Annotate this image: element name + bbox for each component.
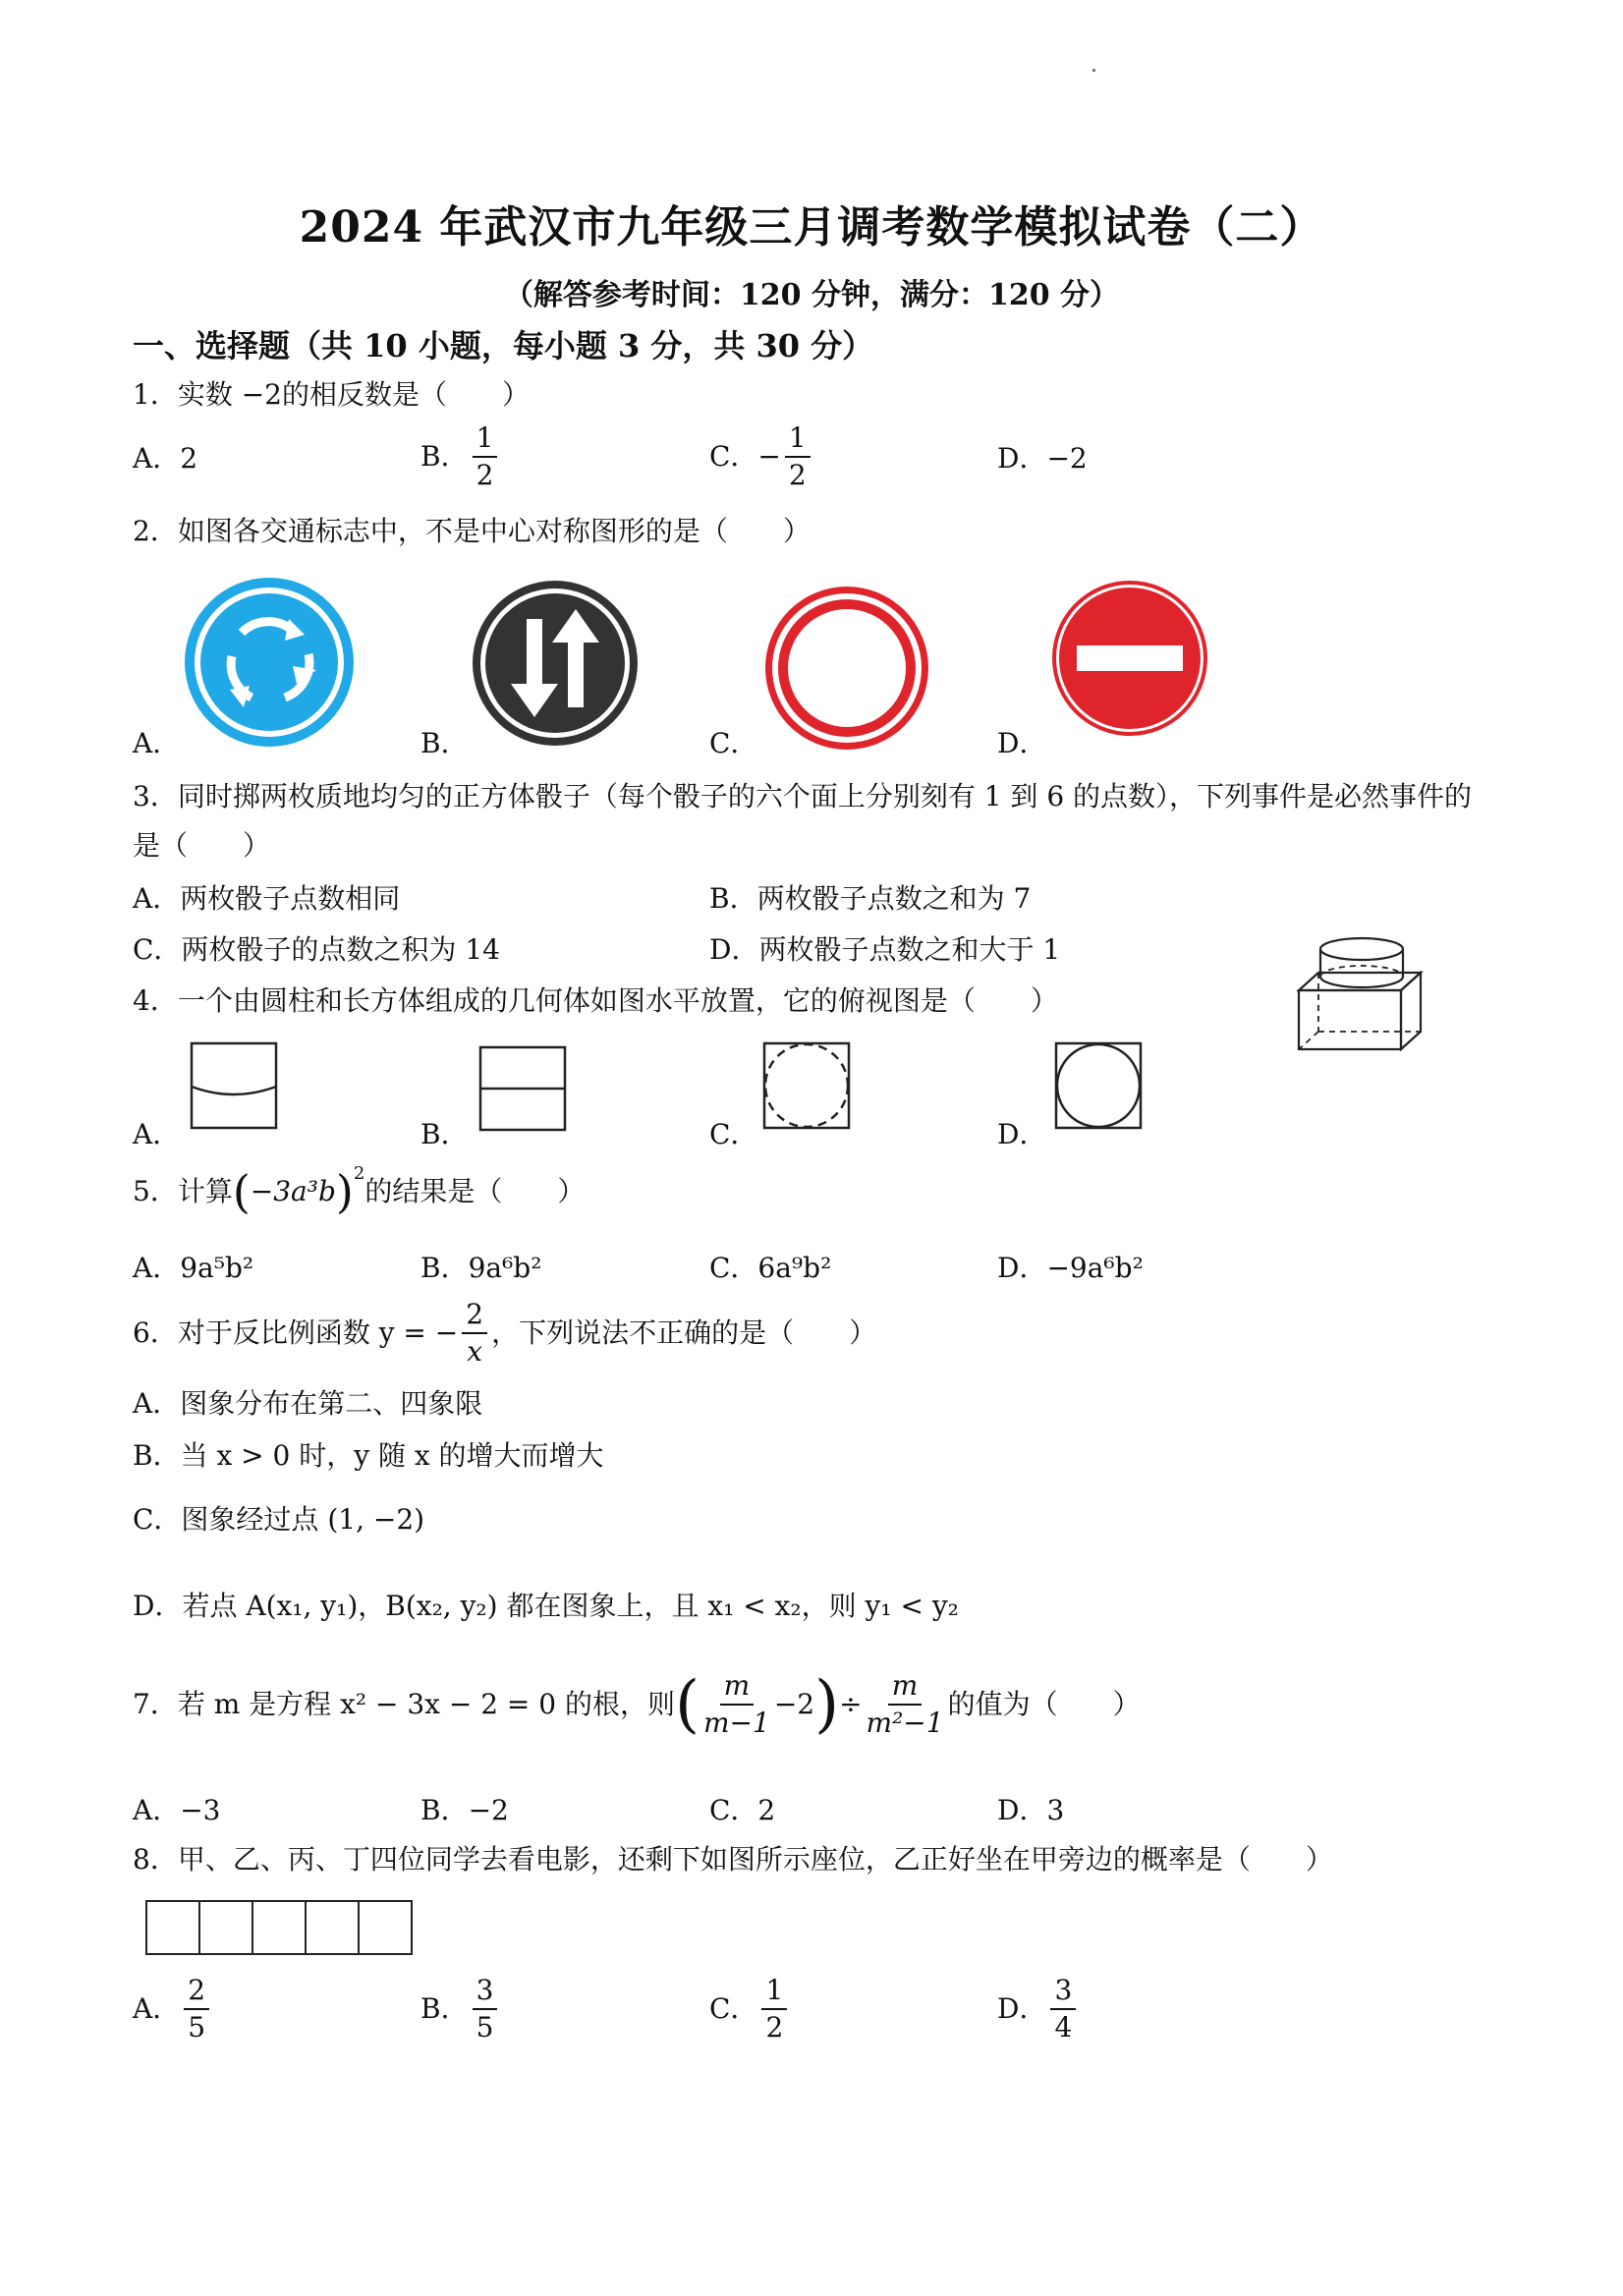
q4-option-b: B． bbox=[420, 1118, 469, 1150]
q2-option-d: D． bbox=[997, 727, 1047, 759]
q6-option-b: B．当 x > 0 时，y 随 x 的增大而增大 bbox=[133, 1439, 604, 1472]
q3-option-c: C．两枚骰子的点数之积为 14 bbox=[133, 933, 500, 966]
q6-option-a: A．图象分布在第二、四象限 bbox=[133, 1387, 483, 1420]
fraction-numerator: 3 bbox=[473, 1975, 498, 2010]
seat-box bbox=[360, 1902, 411, 1953]
page-title: 2024 年武汉市九年级三月调考数学模拟试卷（二） bbox=[299, 202, 1324, 252]
q1-option-a: A．2 bbox=[133, 442, 198, 475]
q4-option-c-figure bbox=[762, 1041, 853, 1132]
fraction-denominator: m−1 bbox=[702, 1707, 770, 1739]
q5-stem-prefix: 5．计算 bbox=[133, 1175, 233, 1207]
q2-option-a: A． bbox=[133, 727, 181, 759]
seat-box bbox=[200, 1902, 253, 1953]
section-heading: 一、选择题（共 10 小题，每小题 3 分，共 30 分） bbox=[133, 327, 874, 364]
q1-stem: 1．实数 −2的相反数是（ ） bbox=[133, 378, 530, 411]
q8-option-d-label: D． bbox=[997, 1992, 1047, 2025]
q3-option-a: A．两枚骰子点数相同 bbox=[133, 882, 401, 915]
q8-option-d bbox=[997, 1975, 1080, 2044]
q5-option-b: B．9a⁶b² bbox=[420, 1252, 542, 1284]
q7-minus-two: −2 bbox=[773, 1688, 815, 1720]
roundabout-sign-icon bbox=[183, 576, 356, 749]
q6-stem-prefix: 6．对于反比例函数 y = − bbox=[133, 1316, 459, 1349]
q7-stem-suffix: 的值为（ ） bbox=[947, 1688, 1141, 1720]
q8-option-b bbox=[420, 1975, 501, 2044]
q5-option-c: C．6a⁹b² bbox=[709, 1252, 832, 1284]
q6-fraction bbox=[462, 1299, 487, 1368]
seat-row-figure bbox=[145, 1900, 413, 1955]
fraction-numerator: 1 bbox=[785, 422, 811, 458]
scan-dot bbox=[1092, 69, 1095, 72]
q1-option-c-label: C．− bbox=[709, 440, 781, 473]
fraction-numerator: 2 bbox=[184, 1975, 209, 2010]
q5-stem bbox=[133, 1163, 586, 1218]
no-entry-sign-icon bbox=[1051, 580, 1208, 737]
q1-option-c-fraction bbox=[785, 422, 811, 491]
q8-option-d-fraction bbox=[1050, 1975, 1076, 2044]
fraction-numerator: m bbox=[888, 1670, 923, 1706]
q8-option-b-label: B． bbox=[420, 1992, 469, 2025]
q3-stem-line1: 3．同时掷两枚质地均匀的正方体骰子（每个骰子的六个面上分别刻有 1 到 6 的点数），下列事件是必然事件的 bbox=[133, 780, 1473, 812]
q1-option-b bbox=[420, 422, 501, 491]
fraction-denominator: 4 bbox=[1054, 2011, 1073, 2044]
fraction-denominator: 5 bbox=[188, 2011, 206, 2044]
q7-option-d: D．3 bbox=[997, 1794, 1065, 1826]
two-way-traffic-sign-icon bbox=[472, 580, 639, 747]
fraction-denominator: 5 bbox=[476, 2011, 494, 2044]
q7-stem-prefix: 7．若 m 是方程 x² − 3x − 2 = 0 的根，则 bbox=[133, 1688, 676, 1720]
fraction-numerator: 1 bbox=[761, 1975, 787, 2010]
q2-stem: 2．如图各交通标志中，不是中心对称图形的是（ ） bbox=[133, 515, 811, 547]
q3-option-d: D．两枚骰子点数之和大于 1 bbox=[709, 933, 1061, 966]
q1-option-b-fraction bbox=[473, 422, 498, 491]
right-paren: ) bbox=[814, 1668, 840, 1741]
cylinder-on-box-solid-figure bbox=[1293, 933, 1427, 1057]
q7-divide-sign: ÷ bbox=[839, 1688, 863, 1720]
q7-option-a: A．−3 bbox=[133, 1794, 221, 1826]
q5-stem-suffix: 的结果是（ ） bbox=[364, 1175, 586, 1207]
seat-box bbox=[147, 1902, 200, 1953]
q3-stem-line2: 是（ ） bbox=[133, 829, 271, 862]
q4-stem: 4．一个由圆柱和长方体组成的几何体如图水平放置，它的俯视图是（ ） bbox=[133, 984, 1058, 1017]
fraction-numerator: 2 bbox=[462, 1299, 487, 1334]
q1-option-b-label: B． bbox=[420, 440, 469, 473]
fraction-numerator: 1 bbox=[473, 422, 498, 458]
q7-option-c: C．2 bbox=[709, 1794, 776, 1826]
q8-option-c bbox=[709, 1975, 791, 2044]
fraction-denominator: m²−1 bbox=[866, 1707, 944, 1739]
no-vehicles-sign-icon bbox=[764, 586, 929, 751]
q7-fraction-1 bbox=[703, 1670, 770, 1739]
q4-option-a: A． bbox=[133, 1118, 181, 1150]
fraction-denominator: x bbox=[467, 1335, 483, 1368]
q7-stem bbox=[133, 1670, 1141, 1739]
q7-option-b: B．−2 bbox=[420, 1794, 509, 1826]
q5-option-d: D．−9a⁶b² bbox=[997, 1252, 1144, 1284]
left-paren: ( bbox=[232, 1165, 251, 1218]
q6-option-c: C．图象经过点 (1, −2) bbox=[133, 1503, 425, 1536]
fraction-numerator: 3 bbox=[1050, 1975, 1076, 2010]
fraction-denominator: 2 bbox=[765, 2011, 784, 2044]
q1-option-c bbox=[709, 422, 814, 491]
q6-stem-suffix: ，下列说法不正确的是（ ） bbox=[491, 1316, 877, 1349]
q4-option-d-figure bbox=[1054, 1041, 1145, 1132]
right-paren: ) bbox=[335, 1165, 354, 1218]
q8-option-b-fraction bbox=[473, 1975, 498, 2044]
q5-expression: −3a³b bbox=[250, 1175, 336, 1207]
q5-option-a: A．9a⁵b² bbox=[133, 1252, 254, 1284]
q4-option-d: D． bbox=[997, 1118, 1047, 1150]
q8-option-c-fraction bbox=[761, 1975, 787, 2044]
q6-stem bbox=[133, 1299, 876, 1368]
q4-option-b-figure bbox=[478, 1045, 569, 1134]
seat-box bbox=[307, 1902, 360, 1953]
left-paren: ( bbox=[675, 1668, 700, 1741]
q5-exponent: 2 bbox=[353, 1163, 365, 1184]
q3-option-b: B．两枚骰子点数之和为 7 bbox=[709, 882, 1032, 915]
fraction-numerator: m bbox=[720, 1670, 755, 1706]
q8-option-a bbox=[133, 1975, 213, 2044]
fraction-denominator: 2 bbox=[476, 459, 494, 491]
q6-option-d: D．若点 A(x₁, y₁)，B(x₂, y₂) 都在图象上，且 x₁ < x₂，则 y₁ < y₂ bbox=[133, 1590, 959, 1622]
q1-option-d: D．−2 bbox=[997, 442, 1088, 475]
q4-option-c: C． bbox=[709, 1118, 758, 1150]
q2-option-b: B． bbox=[420, 727, 469, 759]
q2-option-c: C． bbox=[709, 727, 758, 759]
q8-option-c-label: C． bbox=[709, 1992, 758, 2025]
page-subtitle: （解答参考时间：120 分钟，满分：120 分） bbox=[503, 278, 1120, 312]
q8-option-a-label: A． bbox=[133, 1992, 181, 2025]
q8-option-a-fraction bbox=[184, 1975, 209, 2044]
fraction-denominator: 2 bbox=[788, 459, 807, 491]
q4-option-a-figure bbox=[190, 1041, 280, 1132]
q7-fraction-2 bbox=[867, 1670, 944, 1739]
q8-stem: 8．甲、乙、丙、丁四位同学去看电影，还剩下如图所示座位，乙正好坐在甲旁边的概率是（ ） bbox=[133, 1843, 1333, 1876]
seat-box bbox=[253, 1902, 307, 1953]
